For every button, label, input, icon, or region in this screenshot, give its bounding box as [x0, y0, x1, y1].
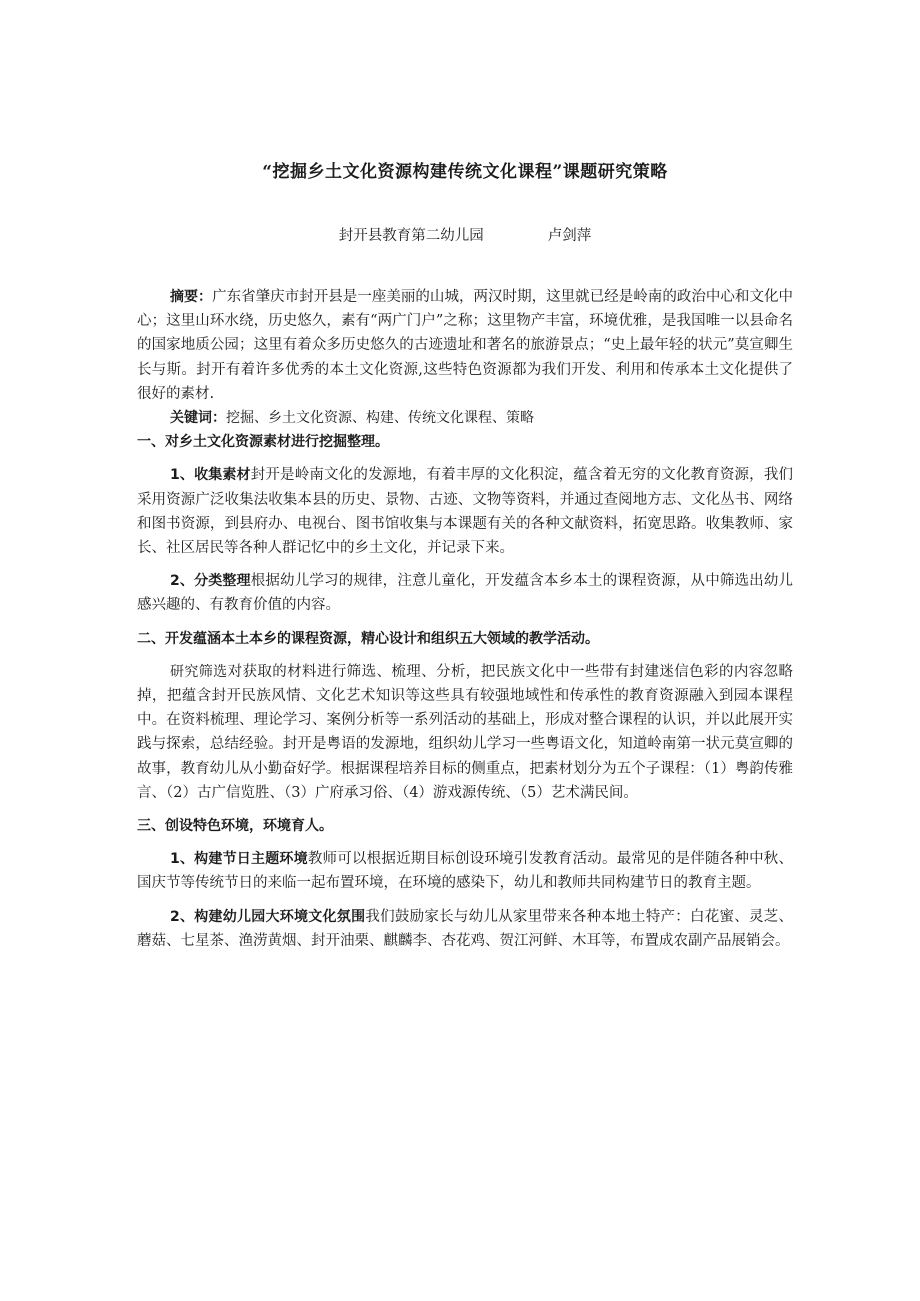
section-heading: 一、对乡土文化资源素材进行挖掘整理。: [137, 434, 389, 451]
paragraph-lead: 1、构建节日主题环境: [170, 851, 308, 868]
keywords: [137, 406, 793, 430]
byline-organization: 封开县教育第二幼儿园: [338, 228, 484, 244]
document-title: “挖掘乡土文化资源构建传统文化课程”课题研究策略: [262, 162, 668, 182]
byline: [137, 224, 793, 245]
paragraph-text: 封开是岭南文化的发源地，有着丰厚的文化积淀，蕴含着无穷的文化教育资源，我们采用资源广泛收集法收集本县的历史、景物、古迹、文物等资料，并通过查阅地方志、文化丛书、网络和图书资源，到县府办、电视台、图书馆收集与本课题有关的各种文献资料，拓宽思路。收集教师、家长、社区居民等各种人群记忆中的乡土文化，并记录下来。: [137, 467, 794, 557]
paragraph-text: 对获取的材料进行筛选、梳理、分析，把民族文化中一些带有封建迷信色彩的内容忽略掉，把蕴含封开民族风情、文化艺术知识等这些具有较强地域性和传承性的教育资源融入到园本课程中。在资料梳理、理论学习、案例分析等一系列活动的基础上，形成对整合课程的认识，并以此展开实践与探索，总结经验。封开是粤语的发源地，组织幼儿学习一些粤语文化，知道岭南第一状元莫宣卿的故事，教育幼儿从小勤奋好学。根据课程培养目标的侧重点，把素材划分为五个子课程：（1）粤韵传雅言、（2）古广信览胜、（3）广府承习俗、（4）游戏源传统、（5）艺术满民间。: [137, 663, 793, 801]
abstract-text: 广东省肇庆市封开县是一座美丽的山城，两汉时期，这里就已经是岭南的政治中心和文化中心；这里山环水绕，历史悠久，素有“两广门户”之称；这里物产丰富，环境优雅，是我国唯一以县命名的国家地质公园；这里有着众多历史悠久的古迹遗址和著名的旅游景点；“史上最年轻的状元”莫宣卿生长与斯。封开有着许多优秀的本土文化资源,这些特色资源都为我们开发、利用和传承本土文化提供了很好的素材.: [137, 289, 794, 402]
keywords-label: 关键词：: [170, 410, 226, 427]
section-heading: 二、开发蕴涵本土本乡的课程资源，精心设计和组织五大领域的教学活动。: [137, 630, 599, 647]
section-paragraph: [137, 660, 793, 805]
abstract-label: 摘要：: [170, 289, 213, 305]
section-paragraph: [137, 905, 793, 953]
section-paragraph: [137, 463, 793, 560]
paragraph-text: 我们鼓励家长与幼儿从家里带来各种本地土特产：白花蜜、灵芝、蘑菇、七星茶、渔涝黄烟、封开油栗、麒麟李、杏花鸡、贺江河鲜、木耳等，布置成农副产品展销会。: [137, 908, 793, 949]
section-paragraph: [137, 847, 793, 895]
section-paragraph: [137, 569, 793, 617]
section-heading: 三、创设特色环境，环境育人。: [137, 818, 333, 835]
byline-author: 卢剑萍: [547, 228, 592, 244]
paragraph-text: 教师可以根据近期目标创设环境引发教育活动。最常见的是伴随各种中秋、国庆节等传统节日的来临一起布置环境，在环境的感染下，幼儿和教师共同构建节日的教育主题。: [137, 851, 793, 892]
paragraph-lead: 2、分类整理: [170, 573, 251, 590]
paragraph-lead: 1、收集素材: [170, 467, 251, 484]
document-body: [137, 285, 793, 962]
keywords-text: 挖掘、乡土文化资源、构建、传统文化课程、策略: [226, 410, 534, 427]
paragraph-lead: 研究筛选: [170, 663, 228, 680]
paragraph-text: 根据幼儿学习的规律，注意儿童化，开发蕴含本乡本土的课程资源，从中筛选出幼儿感兴趣的、有教育价值的内容。: [137, 573, 794, 614]
abstract: [137, 285, 793, 406]
paragraph-lead: 2、构建幼儿园大环境文化氛围: [170, 908, 366, 925]
